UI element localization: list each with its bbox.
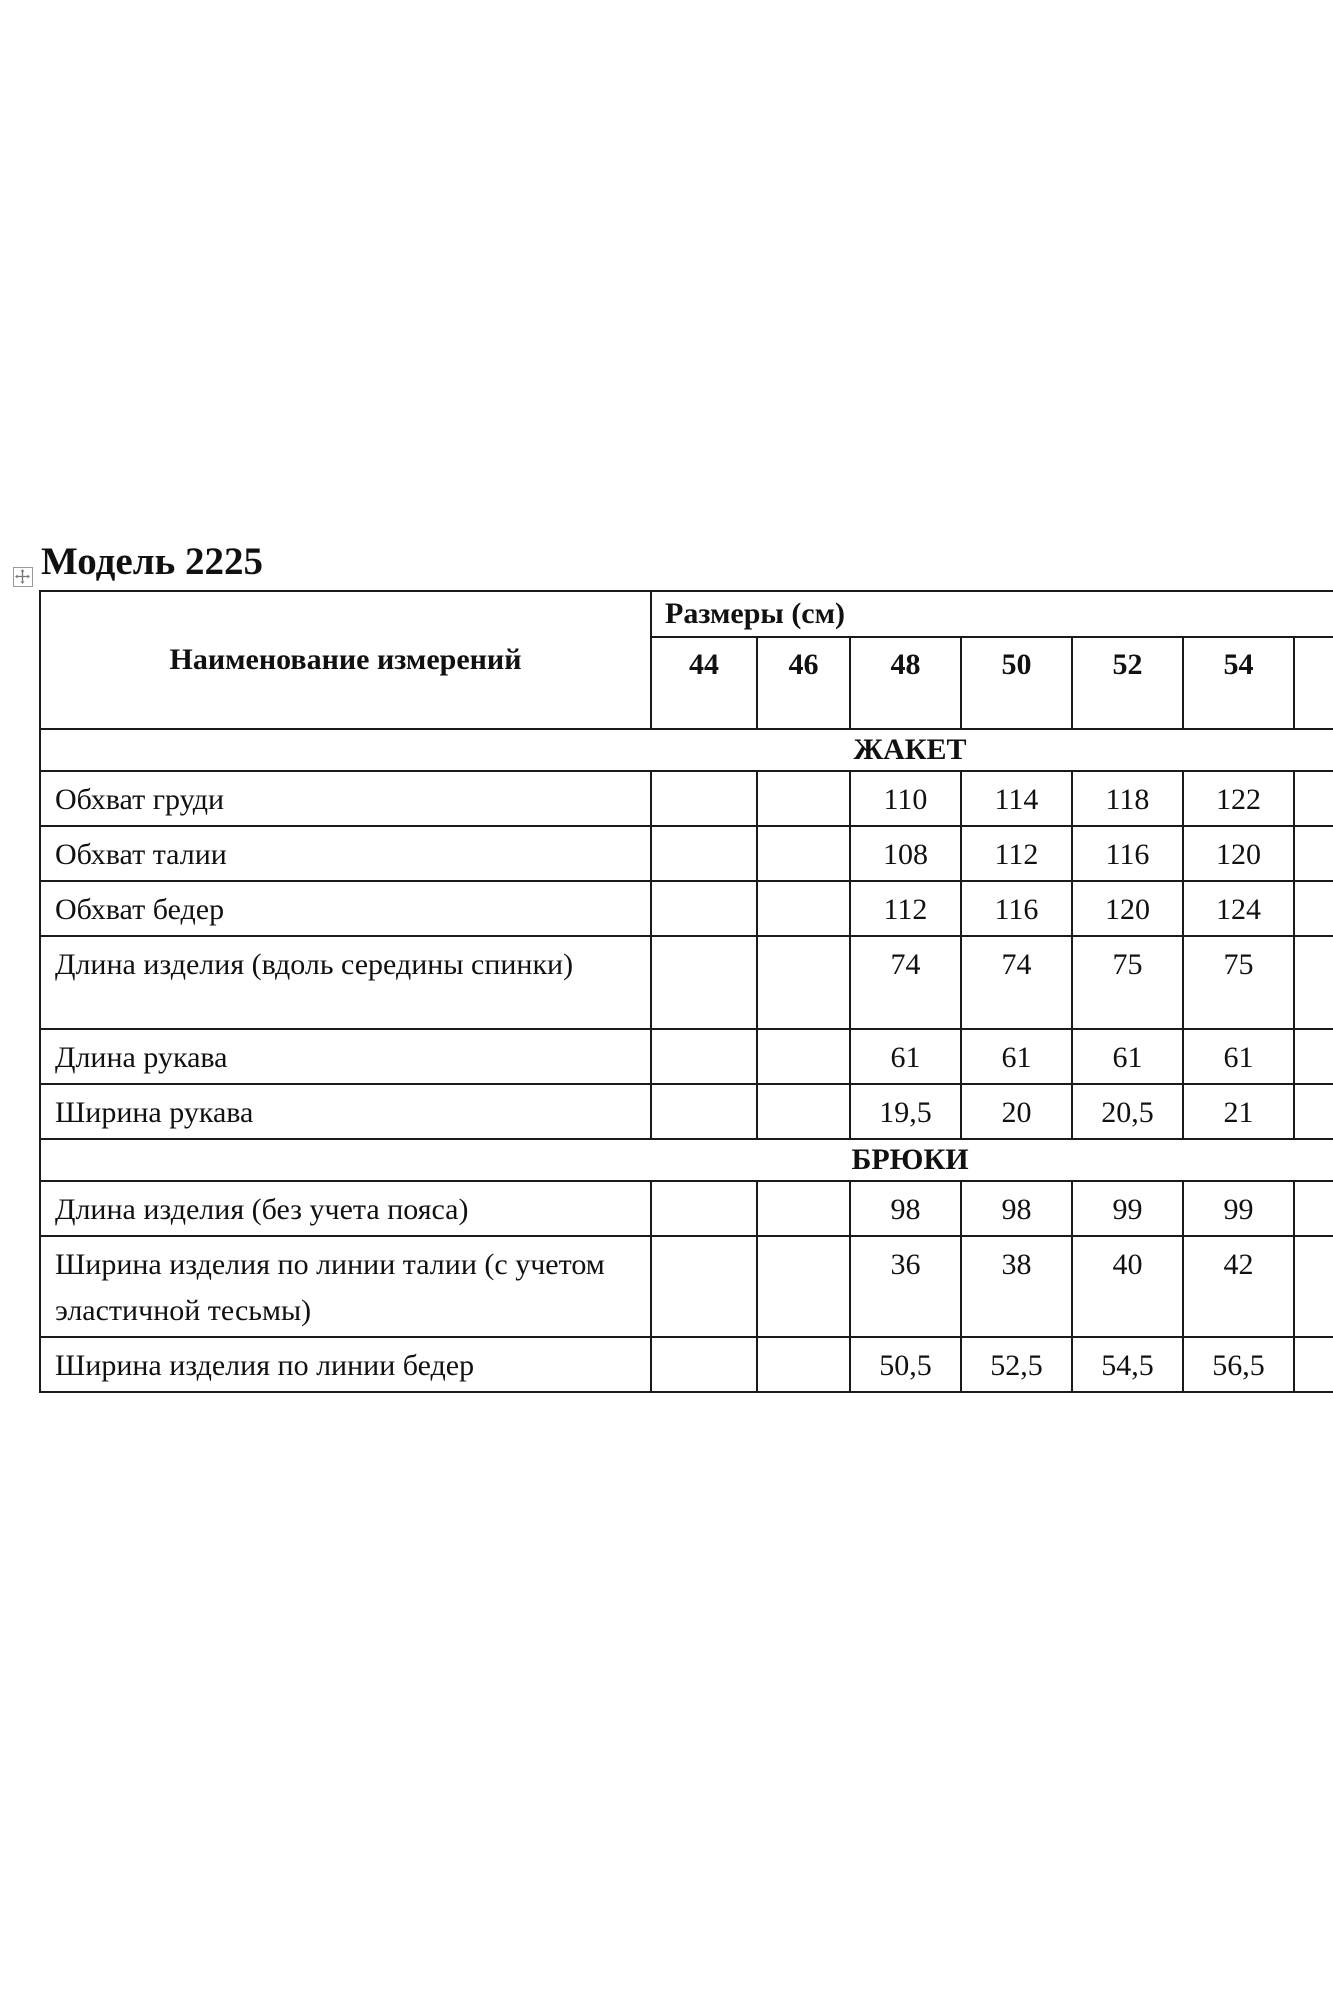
size-header: 52: [1072, 637, 1183, 729]
measurement-name: Длина изделия (без учета пояса): [40, 1181, 651, 1236]
measurement-value: [651, 1181, 757, 1236]
measurement-value: 112: [961, 826, 1072, 881]
measurement-value: [757, 771, 850, 826]
section-label: ЖАКЕТ: [40, 729, 1333, 771]
size-chart-body: [40, 591, 1333, 1392]
size-header: 50: [961, 637, 1072, 729]
section-label: БРЮКИ: [40, 1139, 1333, 1181]
measurement-value: 116: [961, 881, 1072, 936]
table-row: [40, 826, 1333, 881]
measurement-value: 61: [1072, 1029, 1183, 1084]
measurement-value: [757, 1029, 850, 1084]
measurement-value: 19,5: [850, 1084, 961, 1139]
section-row: [40, 729, 1333, 771]
measurement-value: 74: [961, 936, 1072, 1029]
table-row: [40, 1084, 1333, 1139]
measurement-value: 21: [1183, 1084, 1294, 1139]
measurement-value: [757, 881, 850, 936]
table-row: [40, 881, 1333, 936]
measurement-name: Обхват бедер: [40, 881, 651, 936]
header-row-group: [40, 591, 1333, 637]
measurement-value: [1294, 1181, 1333, 1236]
measurement-value: 20: [961, 1084, 1072, 1139]
measurement-value: 42: [1183, 1236, 1294, 1337]
measurement-value: [757, 1337, 850, 1392]
measurement-value: [651, 881, 757, 936]
measurement-name-header: Наименование измерений: [40, 591, 651, 729]
measurement-value: 98: [961, 1181, 1072, 1236]
measurement-value: [651, 1337, 757, 1392]
measurement-value: 54,5: [1072, 1337, 1183, 1392]
measurement-value: 112: [850, 881, 961, 936]
sizes-header: Размеры (см): [651, 591, 1333, 637]
document-title: Модель 2225: [41, 540, 263, 583]
measurement-value: 61: [961, 1029, 1072, 1084]
measurement-value: [757, 1084, 850, 1139]
measurement-value: [1294, 826, 1333, 881]
measurement-value: 110: [850, 771, 961, 826]
measurement-name: Ширина рукава: [40, 1084, 651, 1139]
measurement-value: 36: [850, 1236, 961, 1337]
measurement-value: 61: [1183, 1029, 1294, 1084]
size-header: 54: [1183, 637, 1294, 729]
measurement-value: [1294, 771, 1333, 826]
table-move-handle-icon[interactable]: [13, 567, 33, 587]
measurement-value: [651, 1029, 757, 1084]
size-header: 44: [651, 637, 757, 729]
table-row: [40, 1181, 1333, 1236]
measurement-value: 118: [1072, 771, 1183, 826]
measurement-value: 114: [961, 771, 1072, 826]
measurement-value: 120: [1072, 881, 1183, 936]
measurement-value: [651, 936, 757, 1029]
measurement-name: Обхват талии: [40, 826, 651, 881]
measurement-name: Длина изделия (вдоль середины спинки): [40, 936, 651, 1029]
measurement-value: 120: [1183, 826, 1294, 881]
measurement-name: Длина рукава: [40, 1029, 651, 1084]
measurement-value: 122: [1183, 771, 1294, 826]
measurement-value: 124: [1183, 881, 1294, 936]
measurement-value: 75: [1183, 936, 1294, 1029]
measurement-value: 99: [1183, 1181, 1294, 1236]
table-row: [40, 936, 1333, 1029]
section-row: [40, 1139, 1333, 1181]
measurement-value: 61: [850, 1029, 961, 1084]
measurement-value: 116: [1072, 826, 1183, 881]
measurement-value: [1294, 936, 1333, 1029]
measurement-value: [757, 1181, 850, 1236]
measurement-value: 98: [850, 1181, 961, 1236]
table-row: [40, 771, 1333, 826]
measurement-value: [1294, 1029, 1333, 1084]
measurement-value: 99: [1072, 1181, 1183, 1236]
measurement-value: 75: [1072, 936, 1183, 1029]
measurement-value: [651, 826, 757, 881]
table-row: [40, 1236, 1333, 1337]
measurement-value: 20,5: [1072, 1084, 1183, 1139]
measurement-name: Ширина изделия по линии бедер: [40, 1337, 651, 1392]
measurement-value: [651, 1084, 757, 1139]
measurement-value: [1294, 1084, 1333, 1139]
size-header: 48: [850, 637, 961, 729]
measurement-name: Ширина изделия по линии талии (с учетом эластичной тесьмы): [40, 1236, 651, 1337]
size-header: [1294, 637, 1333, 729]
measurement-value: [757, 826, 850, 881]
measurement-value: 50,5: [850, 1337, 961, 1392]
measurement-name: Обхват груди: [40, 771, 651, 826]
measurement-value: [1294, 881, 1333, 936]
measurement-value: [757, 936, 850, 1029]
size-chart-table: [39, 590, 1333, 1393]
measurement-value: 52,5: [961, 1337, 1072, 1392]
measurement-value: [1294, 1236, 1333, 1337]
size-header: 46: [757, 637, 850, 729]
measurement-value: [651, 771, 757, 826]
measurement-value: 56,5: [1183, 1337, 1294, 1392]
measurement-value: 108: [850, 826, 961, 881]
measurement-value: 38: [961, 1236, 1072, 1337]
table-row: [40, 1337, 1333, 1392]
measurement-value: [651, 1236, 757, 1337]
table-row: [40, 1029, 1333, 1084]
measurement-value: 40: [1072, 1236, 1183, 1337]
measurement-value: [1294, 1337, 1333, 1392]
measurement-value: [757, 1236, 850, 1337]
measurement-value: 74: [850, 936, 961, 1029]
